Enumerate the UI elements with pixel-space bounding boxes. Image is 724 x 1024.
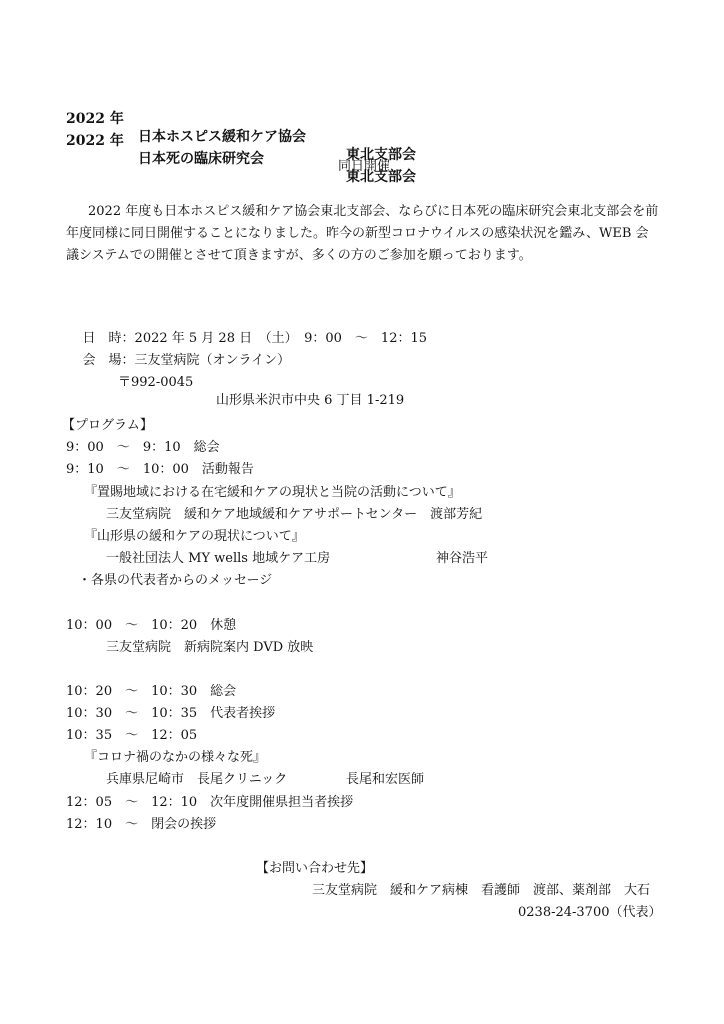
program-item: 12：10 ～ 閉会の挨拶: [66, 817, 217, 832]
program-item: 神谷浩平: [436, 551, 489, 566]
program-item: 長尾和宏医師: [346, 772, 425, 787]
header-org-2: 日本死の臨床研究会: [138, 151, 264, 167]
date-value: 2022 年 5 月 28 日 （土） 9：00 ～ 12：15: [134, 331, 428, 346]
program-item: 10：00 ～ 10：20 休憩: [66, 618, 237, 633]
program-item: 『置賜地域における在宅緩和ケアの現状と当院の活動について』: [84, 485, 461, 500]
program-item: 『コロナ禍のなかの様々な死』: [84, 750, 267, 765]
postal-code: 〒992-0045: [118, 375, 194, 390]
intro-line-1: 2022 年度も日本ホスピス緩和ケア協会東北支部会、ならびに日本死の臨床研究会東北支部会を前: [88, 204, 659, 219]
venue-value: 三友堂病院（オンライン）: [134, 353, 291, 368]
header-org-1: 日本ホスピス緩和ケア協会: [138, 129, 306, 145]
program-item: 10：35 ～ 12：05: [66, 728, 198, 743]
venue-label: 会 場：: [82, 353, 135, 368]
header-branch-2: 東北支部会: [346, 169, 416, 185]
address-row: [118, 356, 418, 428]
address: 山形県米沢市中央 6 丁目 1-219: [216, 393, 405, 408]
program-item: 12：05 ～ 12：10 次年度開催県担当者挨拶: [66, 795, 354, 810]
header-year-1: 2022 年: [66, 111, 124, 127]
header-branch-1: 東北支部会: [346, 147, 416, 163]
program-item: 三友堂病院 新病院案内 DVD 放映: [106, 640, 314, 655]
contact-heading: 【お問い合わせ先】: [256, 861, 374, 876]
program-item: 一般社団法人 MY wells 地域ケア工房: [106, 551, 331, 566]
header-year-2: 2022 年: [66, 133, 124, 149]
date-label: 日 時：: [82, 331, 135, 346]
program-item: 『山形県の緩和ケアの現状について』: [84, 529, 305, 544]
program-item: 9：10 ～ 10：00 活動報告: [66, 462, 254, 477]
contact-line-1: 三友堂病院 緩和ケア病棟 看護師 渡部、薬剤部 大石: [312, 883, 651, 898]
program-heading: 【プログラム】: [62, 418, 153, 433]
program-item: 兵庫県尼崎市 長尾クリニック: [106, 772, 288, 787]
contact-phone: 0238-24-3700（代表）: [518, 905, 662, 920]
intro-line-2: 年度同様に同日開催することになりました。昨今の新型コロナウイルスの感染状況を鑑み、WEB 会: [66, 226, 649, 241]
program-item: 9：00 ～ 9：10 総会: [66, 440, 220, 455]
program-item: 三友堂病院 緩和ケア地域緩和ケアサポートセンター 渡部芳紀: [106, 507, 483, 522]
intro-line-3: 議システムでの開催とさせて頂きますが、多くの方のご参加を願っております。: [66, 248, 532, 263]
subtitle: 同日開催: [338, 159, 391, 174]
program-item: 10：30 ～ 10：35 代表者挨拶: [66, 706, 276, 721]
program-item: 10：20 ～ 10：30 総会: [66, 684, 237, 699]
program-item: ・各県の代表者からのメッセージ: [78, 573, 273, 588]
